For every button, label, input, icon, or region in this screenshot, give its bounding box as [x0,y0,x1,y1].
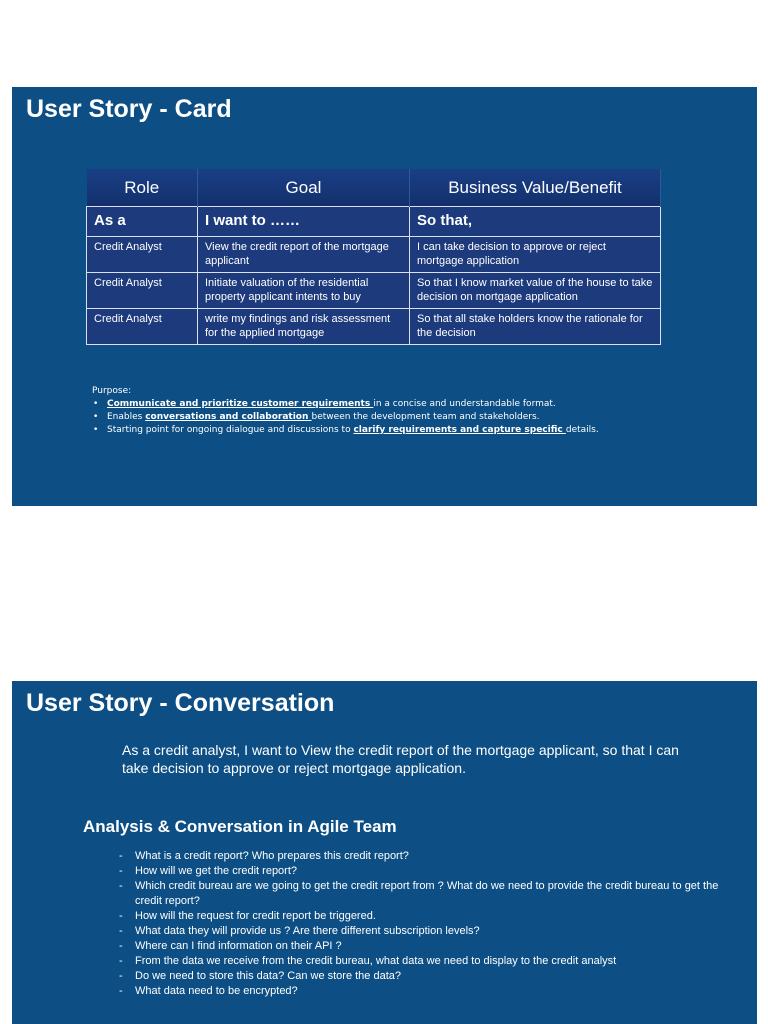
role-cell: Credit Analyst [87,309,198,345]
table-subheader-row [87,207,661,237]
question-text: How will we get the credit report? [135,865,298,877]
question-text: What data they will provide us ? Are there different subscription levels? [135,925,480,937]
dash-bullet: - [119,970,123,982]
purpose-text: Enables [107,412,146,422]
section-title: Analysis & Conversation in Agile Team [83,817,397,836]
dash-bullet: - [119,925,123,937]
header-role: Role [87,169,198,207]
benefit-cell: I can take decision to approve or reject mortgage application [410,237,661,273]
list-item [119,939,719,954]
list-item [119,924,719,939]
subheader-as-a: As a [87,207,198,237]
dash-bullet: - [119,910,123,922]
list-item [119,879,719,909]
dash-bullet: - [119,940,123,952]
list-item [119,909,719,924]
bullet-icon: • [93,399,99,409]
bullet-icon: • [93,412,99,422]
list-item [119,969,719,984]
role-cell: Credit Analyst [87,273,198,309]
dash-bullet: - [119,850,123,862]
header-goal: Goal [198,169,410,207]
user-story-table [86,169,661,345]
list-item [119,954,719,969]
dash-bullet: - [119,955,123,967]
question-list [119,849,719,999]
benefit-cell: So that I know market value of the house to take decision on mortgage application [410,273,661,309]
slide-title: User Story - Conversation [26,689,335,717]
list-item [119,984,719,999]
list-item [119,849,719,864]
table-row [87,273,661,309]
user-story-statement: As a credit analyst, I want to View the credit report of the mortgage applicant, so that I can take decision to approve or reject mortgage application. [122,742,679,776]
table-row [87,237,661,273]
goal-cell: View the credit report of the mortgage applicant [198,237,410,273]
purpose-item [92,411,599,424]
role-cell: Credit Analyst [87,237,198,273]
subheader-so-that: So that, [410,207,661,237]
purpose-list [92,398,599,437]
purpose-block [92,385,599,437]
purpose-label: Purpose: [92,386,132,396]
table-header-row [87,169,661,207]
question-text: What data need to be encrypted? [135,985,298,997]
purpose-item [92,398,599,411]
question-text: Which credit bureau are we going to get the credit report from ? What do we need to provide the credit bureau to get the credit report? [135,880,719,907]
purpose-text: in a concise and understandable format. [373,399,556,409]
goal-cell: Initiate valuation of the residential property applicant intents to buy [198,273,410,309]
purpose-text: Starting point for ongoing dialogue and discussions to [107,425,354,435]
purpose-item [92,424,599,437]
dash-bullet: - [119,865,123,877]
purpose-emphasis: conversations and collaboration [145,412,312,422]
question-text: How will the request for credit report be triggered. [135,910,376,922]
purpose-emphasis: clarify requirements and capture specific [353,425,566,435]
question-text: Where can I find information on their API ? [135,940,342,952]
dash-bullet: - [119,985,123,997]
question-text: What is a credit report? Who prepares this credit report? [135,850,409,862]
question-text: From the data we receive from the credit bureau, what data we need to display to the credit analyst [135,955,617,967]
subheader-i-want-to: I want to …… [198,207,410,237]
slide-title: User Story - Card [26,95,232,123]
purpose-text: between the development team and stakeholders. [311,412,540,422]
question-text: Do we need to store this data? Can we store the data? [135,970,401,982]
purpose-emphasis: Communicate and prioritize customer requirements [107,399,374,409]
header-business-value: Business Value/Benefit [410,169,661,207]
goal-cell: write my findings and risk assessment for the applied mortgage [198,309,410,345]
user-story-card-slide [12,87,757,506]
list-item [119,864,719,879]
benefit-cell: So that all stake holders know the rationale for the decision [410,309,661,345]
bullet-icon: • [93,425,99,435]
table-row [87,309,661,345]
dash-bullet: - [119,880,123,892]
purpose-text: details. [565,425,599,435]
user-story-conversation-slide [12,681,757,1024]
